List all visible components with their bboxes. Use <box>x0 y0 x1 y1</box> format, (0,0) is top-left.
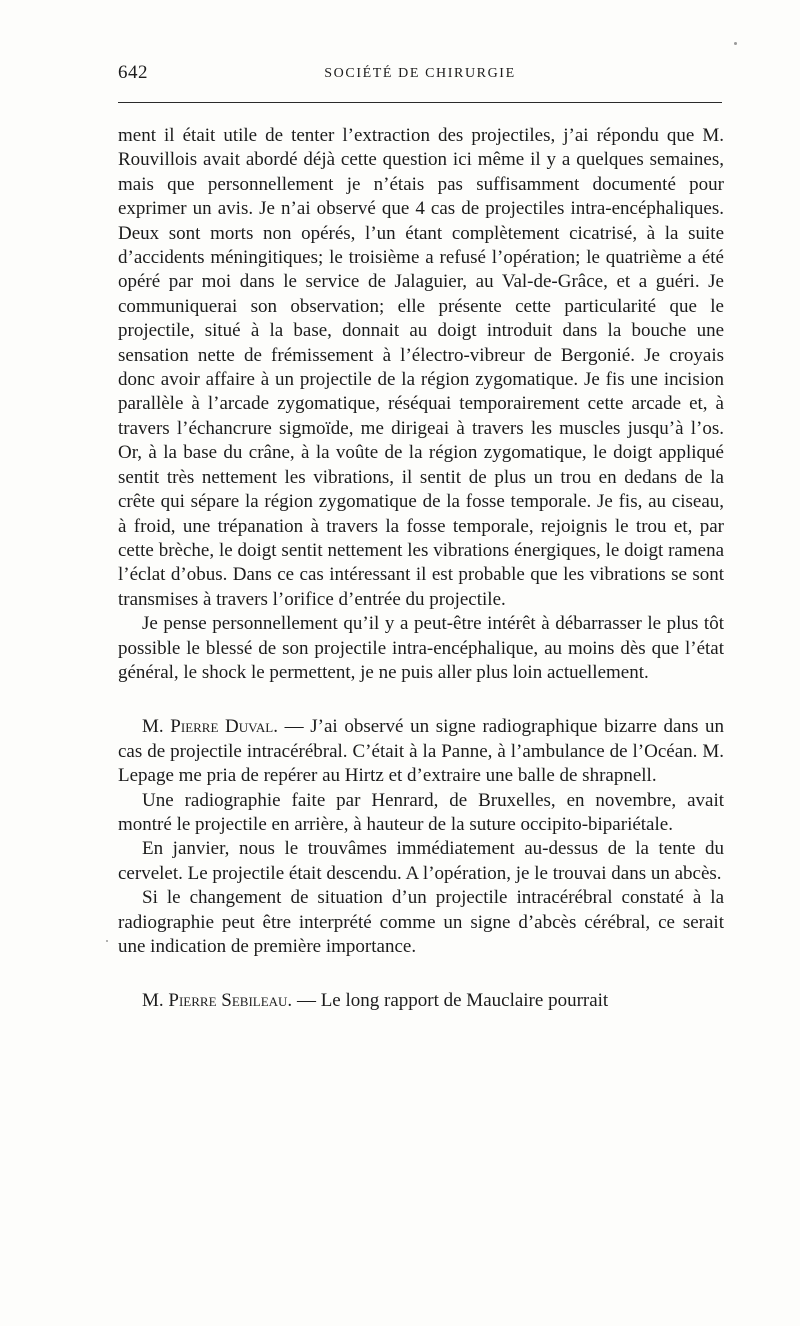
paragraph <box>118 789 724 838</box>
page-number: 642 <box>118 62 148 83</box>
paragraph <box>118 715 724 788</box>
running-head: SOCIÉTÉ DE CHIRURGIE <box>324 66 516 81</box>
paragraph <box>118 989 724 1013</box>
paragraph-text: ment il était utile de tenter l’extraction des projectiles, j’ai répondu que M. Rouvillois avait abordé déjà cette question ici même il y a quelques semaines, mais que personnellement je n’étais pas suffisamment documenté pour exprimer un avis. Je n’ai observé que 4 cas de projectiles intra-encéphaliques. Deux sont morts non opérés, l’un étant complètement cicatrisé, à la suite d’accidents méningitiques; le troisième a refusé l’opération; le quatrième a été opéré par moi dans le service de Jalaguier, au Val-de-Grâce, et a guéri. Je communiquerai son observation; elle présente cette particularité que le projectile, situé à la base, donnait au doigt introduit dans la bouche une sensation nette de frémissement à l’électro-vibreur de Bergonié. Je croyais donc avoir affaire à un projectile de la région zygomatique. Je fis une incision parallèle à l’arcade zygomatique, réséquai temporairement cette arcade et, à travers l’échancrure sigmoïde, me dirigeai à travers les muscles jusqu’à l’os. Or, à la base du crâne, à la voûte de la région zygomatique, le doigt appliqué sentit très nettement les vibrations, il sentit de plus un trou en dedans de la crête qui sépare la région zygomatique de la fosse temporale. Je fis, au ciseau, à froid, une trépanation à travers la fosse temporale, rejoignis le trou et, par cette brèche, le doigt sentit nettement les vibrations énergiques, le doigt ramena l’éclat d’obus. Dans ce cas intéressant il est probable que les vibrations se sont transmises à travers l’orifice d’entrée du projectile. <box>118 125 724 610</box>
paragraph-text: Si le changement de situation d’un projectile intracérébral constaté à la radiographie peut être interprété comme un signe d’abcès cérébral, ce serait une indication de première importance. <box>118 887 724 957</box>
speaker-name: M. Pierre Duval. <box>142 716 278 738</box>
paragraph-text: Une radiographie faite par Henrard, de Bruxelles, en novembre, avait montré le projectile en arrière, à hauteur de la suture occipito-bipariétale. <box>118 789 724 835</box>
paragraph-text: — Le long rapport de Mauclaire pourrait <box>292 990 609 1012</box>
section-gap <box>118 685 724 715</box>
speaker-name: M. Pierre Sebileau. <box>142 990 293 1012</box>
page-header <box>118 62 722 92</box>
section-gap <box>118 959 724 989</box>
body-text <box>118 124 724 1014</box>
paragraph-text: En janvier, nous le trouvâmes immédiatement au-dessus de la tente du cervelet. Le projectile était descendu. A l’opération, je le trouvai dans un abcès. <box>118 838 724 884</box>
paragraph <box>118 886 724 959</box>
paragraph-text: Je pense personnellement qu’il y a peut-être intérêt à débarrasser le plus tôt possible le blessé de son projectile intra-encéphalique, au moins dès que l’état général, le shock le permettent, je ne puis aller plus loin actuellement. <box>118 613 724 683</box>
paragraph <box>118 124 724 612</box>
paragraph <box>118 837 724 886</box>
paper-speck <box>734 42 737 45</box>
paragraph <box>118 612 724 685</box>
paragraph-text: — J’ai observé un signe radiographique bizarre dans un cas de projectile intracérébral. C’était à la Panne, à l’ambulance de l’Océan. M. Lepage me pria de repérer au Hirtz et d’extraire une balle de shrapnell. <box>118 716 724 787</box>
header-rule <box>118 102 722 103</box>
paper-speck <box>106 940 108 942</box>
